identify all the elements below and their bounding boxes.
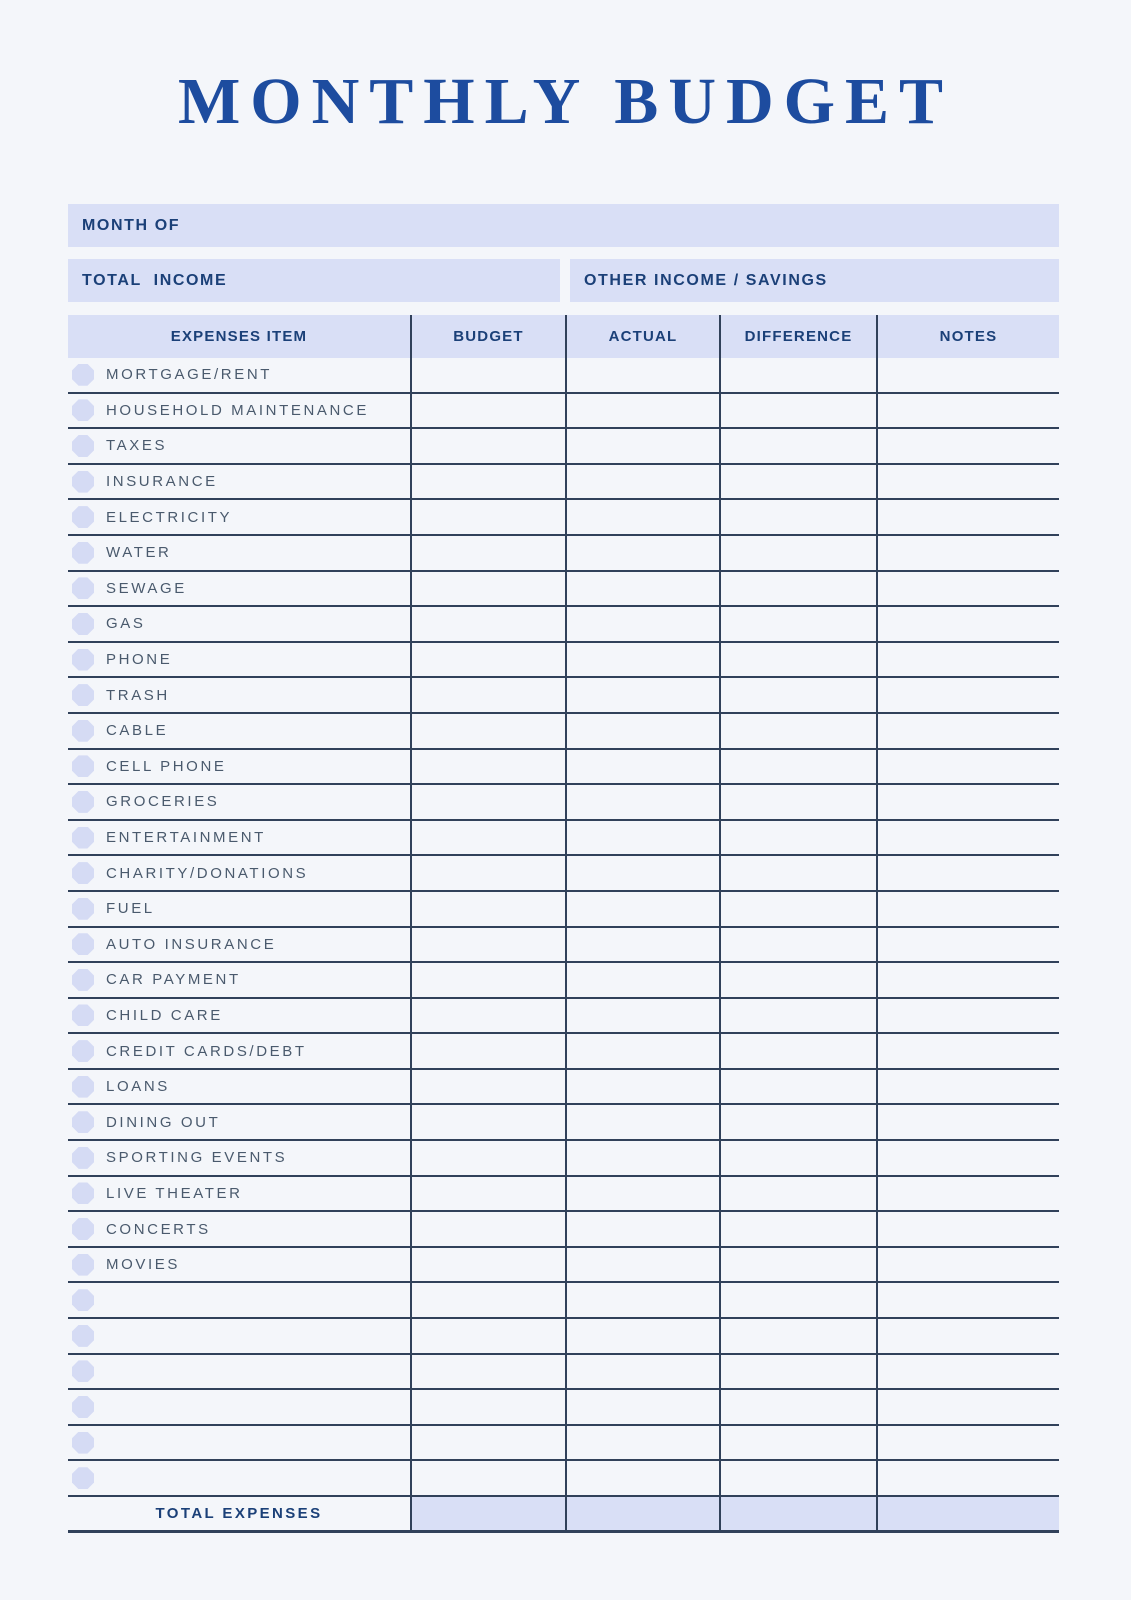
actual-cell[interactable] [565, 750, 719, 784]
expense-row [68, 821, 1059, 857]
bullet-icon [72, 862, 94, 884]
page-title: MONTHLY BUDGET [177, 65, 954, 138]
notes-cell[interactable] [876, 999, 1059, 1033]
notes-cell[interactable] [876, 714, 1059, 748]
expense-item-label: WATER [106, 544, 172, 562]
budget-cell[interactable] [410, 536, 565, 570]
difference-cell[interactable] [719, 500, 876, 534]
expense-item-label: MORTGAGE/RENT [106, 366, 273, 384]
expense-item-label: ENTERTAINMENT [106, 829, 266, 847]
bullet-icon [72, 1289, 94, 1311]
bullet-icon [72, 1432, 94, 1454]
expense-item-cell [68, 714, 410, 748]
expense-row [68, 1177, 1059, 1213]
expense-row [68, 394, 1059, 430]
actual-cell[interactable] [565, 536, 719, 570]
bullet-icon [72, 435, 94, 457]
notes-cell[interactable] [876, 500, 1059, 534]
bullet-icon [72, 577, 94, 599]
actual-cell[interactable] [565, 963, 719, 997]
expense-item-cell [68, 536, 410, 570]
difference-cell[interactable] [719, 1283, 876, 1317]
month-of-field[interactable] [68, 204, 1059, 247]
expense-item-cell [68, 750, 410, 784]
expense-row [68, 928, 1059, 964]
budget-cell[interactable] [410, 394, 565, 428]
expense-item-label: SPORTING EVENTS [106, 1149, 288, 1167]
notes-cell[interactable] [876, 1426, 1059, 1460]
expense-item-cell [68, 1355, 410, 1389]
expense-row [68, 714, 1059, 750]
budget-cell[interactable] [410, 928, 565, 962]
expense-item-cell [68, 1177, 410, 1211]
budget-cell[interactable] [410, 1034, 565, 1068]
bullet-icon [72, 1467, 94, 1489]
difference-cell[interactable] [719, 892, 876, 926]
month-of-label: MONTH OF [82, 216, 181, 234]
bullet-icon [72, 1325, 94, 1347]
expense-item-cell [68, 785, 410, 819]
expense-item-label: CREDIT CARDS/DEBT [106, 1042, 307, 1060]
bullet-icon [72, 720, 94, 742]
total-budget-cell[interactable] [410, 1497, 565, 1530]
bullet-icon [72, 399, 94, 421]
actual-cell[interactable] [565, 785, 719, 819]
bullet-icon [72, 755, 94, 777]
difference-cell[interactable] [719, 678, 876, 712]
difference-cell[interactable] [719, 1177, 876, 1211]
bullet-icon [72, 684, 94, 706]
bullet-icon [72, 649, 94, 671]
total-notes-cell[interactable] [876, 1497, 1059, 1530]
bullet-icon [72, 933, 94, 955]
empty-expense-row [68, 1319, 1059, 1355]
difference-cell[interactable] [719, 1319, 876, 1353]
budget-cell[interactable] [410, 643, 565, 677]
actual-cell[interactable] [565, 465, 719, 499]
budget-cell[interactable] [410, 892, 565, 926]
expense-row [68, 465, 1059, 501]
expense-item-cell [68, 394, 410, 428]
actual-cell[interactable] [565, 429, 719, 463]
expense-row [68, 856, 1059, 892]
difference-cell[interactable] [719, 465, 876, 499]
expense-row [68, 572, 1059, 608]
actual-cell[interactable] [565, 1461, 719, 1495]
actual-cell[interactable] [565, 394, 719, 428]
budget-cell[interactable] [410, 714, 565, 748]
expense-row [68, 1034, 1059, 1070]
actual-cell[interactable] [565, 821, 719, 855]
difference-cell[interactable] [719, 358, 876, 392]
expense-item-cell [68, 1070, 410, 1104]
bullet-icon [72, 1182, 94, 1204]
header-expenses-item: EXPENSES ITEM [170, 328, 308, 345]
budget-cell[interactable] [410, 856, 565, 890]
difference-cell[interactable] [719, 750, 876, 784]
budget-cell[interactable] [410, 1426, 565, 1460]
budget-cell[interactable] [410, 1283, 565, 1317]
bullet-icon [72, 1218, 94, 1240]
actual-cell[interactable] [565, 1248, 719, 1282]
expense-item-label: LOANS [106, 1078, 170, 1096]
difference-cell[interactable] [719, 928, 876, 962]
expense-row [68, 999, 1059, 1035]
bullet-icon [72, 506, 94, 528]
budget-cell[interactable] [410, 358, 565, 392]
difference-cell[interactable] [719, 1355, 876, 1389]
notes-cell[interactable] [876, 394, 1059, 428]
expense-row [68, 1248, 1059, 1284]
expense-item-label: TAXES [106, 437, 168, 455]
budget-cell[interactable] [410, 572, 565, 606]
bullet-icon [72, 1040, 94, 1062]
expense-item-label: TRASH [106, 686, 170, 704]
expense-item-label: ELECTRICITY [106, 508, 233, 526]
expense-row [68, 429, 1059, 465]
difference-cell[interactable] [719, 785, 876, 819]
actual-cell[interactable] [565, 1283, 719, 1317]
notes-cell[interactable] [876, 1319, 1059, 1353]
bullet-icon [72, 364, 94, 386]
budget-cell[interactable] [410, 785, 565, 819]
empty-expense-row [68, 1355, 1059, 1391]
budget-cell[interactable] [410, 1319, 565, 1353]
expense-item-cell [68, 643, 410, 677]
actual-cell[interactable] [565, 892, 719, 926]
budget-cell[interactable] [410, 465, 565, 499]
actual-cell[interactable] [565, 500, 719, 534]
bullet-icon [72, 827, 94, 849]
bullet-icon [72, 1111, 94, 1133]
difference-cell[interactable] [719, 1461, 876, 1495]
empty-expense-row [68, 1461, 1059, 1497]
notes-cell[interactable] [876, 1283, 1059, 1317]
expense-item-cell [68, 1141, 410, 1175]
difference-cell[interactable] [719, 1212, 876, 1246]
budget-cell[interactable] [410, 429, 565, 463]
notes-cell[interactable] [876, 928, 1059, 962]
table-header-row [68, 315, 1059, 358]
expense-item-label: CHARITY/DONATIONS [106, 864, 309, 882]
notes-cell[interactable] [876, 1070, 1059, 1104]
budget-cell[interactable] [410, 999, 565, 1033]
notes-cell[interactable] [876, 465, 1059, 499]
total-expenses-label: TOTAL EXPENSES [155, 1505, 323, 1522]
actual-cell[interactable] [565, 714, 719, 748]
difference-cell[interactable] [719, 1390, 876, 1424]
budget-cell[interactable] [410, 821, 565, 855]
actual-cell[interactable] [565, 678, 719, 712]
total-actual-cell[interactable] [565, 1497, 719, 1530]
total-difference-cell[interactable] [719, 1497, 876, 1530]
notes-cell[interactable] [876, 1390, 1059, 1424]
expense-row [68, 500, 1059, 536]
difference-cell[interactable] [719, 999, 876, 1033]
header-difference: DIFFERENCE [719, 315, 876, 358]
notes-cell[interactable] [876, 1105, 1059, 1139]
budget-cell[interactable] [410, 1355, 565, 1389]
difference-cell[interactable] [719, 1248, 876, 1282]
other-income-savings-label: OTHER INCOME / SAVINGS [584, 271, 828, 289]
difference-cell[interactable] [719, 607, 876, 641]
actual-cell[interactable] [565, 1426, 719, 1460]
notes-cell[interactable] [876, 1141, 1059, 1175]
expense-item-cell [68, 1212, 410, 1246]
total-expenses-row [68, 1497, 1059, 1533]
notes-cell[interactable] [876, 1212, 1059, 1246]
budget-cell[interactable] [410, 1390, 565, 1424]
expense-item-cell [68, 928, 410, 962]
expense-item-label: HOUSEHOLD MAINTENANCE [106, 401, 369, 419]
expense-item-cell [68, 1034, 410, 1068]
notes-cell[interactable] [876, 536, 1059, 570]
other-income-savings-field[interactable] [570, 259, 1059, 302]
header-notes: NOTES [876, 315, 1059, 358]
actual-cell[interactable] [565, 1070, 719, 1104]
actual-cell[interactable] [565, 1355, 719, 1389]
difference-cell[interactable] [719, 1034, 876, 1068]
expense-item-label: SEWAGE [106, 579, 187, 597]
notes-cell[interactable] [876, 750, 1059, 784]
budget-cell[interactable] [410, 678, 565, 712]
expense-row [68, 1070, 1059, 1106]
difference-cell[interactable] [719, 1070, 876, 1104]
total-income-field[interactable] [68, 259, 560, 302]
actual-cell[interactable] [565, 856, 719, 890]
expense-item-cell [68, 465, 410, 499]
notes-cell[interactable] [876, 358, 1059, 392]
expense-row [68, 1212, 1059, 1248]
actual-cell[interactable] [565, 643, 719, 677]
bullet-icon [72, 1254, 94, 1276]
actual-cell[interactable] [565, 1390, 719, 1424]
expense-item-label: LIVE THEATER [106, 1184, 243, 1202]
empty-expense-row [68, 1390, 1059, 1426]
empty-expense-row [68, 1426, 1059, 1462]
expense-item-cell [68, 892, 410, 926]
bullet-icon [72, 791, 94, 813]
expense-row [68, 963, 1059, 999]
expense-item-cell [68, 1426, 410, 1460]
expense-item-label: CAR PAYMENT [106, 971, 241, 989]
budget-cell[interactable] [410, 1177, 565, 1211]
expense-item-label: PHONE [106, 651, 173, 669]
budget-cell[interactable] [410, 607, 565, 641]
expense-item-cell [68, 1390, 410, 1424]
actual-cell[interactable] [565, 572, 719, 606]
expense-item-cell [68, 1105, 410, 1139]
expense-item-label: FUEL [106, 900, 155, 918]
expense-item-cell [68, 500, 410, 534]
budget-cell[interactable] [410, 1212, 565, 1246]
notes-cell[interactable] [876, 1355, 1059, 1389]
bullet-icon [72, 969, 94, 991]
expense-item-label: GAS [106, 615, 146, 633]
budget-cell[interactable] [410, 750, 565, 784]
expense-item-cell [68, 963, 410, 997]
expense-item-cell [68, 1461, 410, 1495]
expense-row [68, 750, 1059, 786]
budget-cell[interactable] [410, 1070, 565, 1104]
bullet-icon [72, 1147, 94, 1169]
bullet-icon [72, 1360, 94, 1382]
expense-item-label: AUTO INSURANCE [106, 935, 277, 953]
expense-item-cell [68, 358, 410, 392]
actual-cell[interactable] [565, 1319, 719, 1353]
actual-cell[interactable] [565, 1034, 719, 1068]
header-budget: BUDGET [410, 315, 565, 358]
difference-cell[interactable] [719, 536, 876, 570]
expense-row [68, 1105, 1059, 1141]
difference-cell[interactable] [719, 714, 876, 748]
actual-cell[interactable] [565, 1141, 719, 1175]
budget-cell[interactable] [410, 500, 565, 534]
notes-cell[interactable] [876, 607, 1059, 641]
expense-item-cell [68, 1248, 410, 1282]
expense-item-cell [68, 1319, 410, 1353]
header-actual: ACTUAL [565, 315, 719, 358]
budget-cell[interactable] [410, 963, 565, 997]
expense-item-cell [68, 1283, 410, 1317]
expense-row [68, 892, 1059, 928]
notes-cell[interactable] [876, 572, 1059, 606]
notes-cell[interactable] [876, 429, 1059, 463]
difference-cell[interactable] [719, 963, 876, 997]
actual-cell[interactable] [565, 1105, 719, 1139]
notes-cell[interactable] [876, 1461, 1059, 1495]
notes-cell[interactable] [876, 1177, 1059, 1211]
expense-item-cell [68, 678, 410, 712]
notes-cell[interactable] [876, 1034, 1059, 1068]
difference-cell[interactable] [719, 394, 876, 428]
expense-item-label: CHILD CARE [106, 1006, 223, 1024]
actual-cell[interactable] [565, 999, 719, 1033]
bullet-icon [72, 542, 94, 564]
expense-row [68, 643, 1059, 679]
budget-cell[interactable] [410, 1461, 565, 1495]
actual-cell[interactable] [565, 358, 719, 392]
bullet-icon [72, 898, 94, 920]
bullet-icon [72, 1076, 94, 1098]
expense-item-cell [68, 999, 410, 1033]
expense-item-label: GROCERIES [106, 793, 220, 811]
expense-item-label: MOVIES [106, 1256, 180, 1274]
expense-item-cell [68, 572, 410, 606]
expense-item-label: CELL PHONE [106, 757, 227, 775]
difference-cell[interactable] [719, 821, 876, 855]
total-income-label: TOTAL INCOME [82, 271, 228, 289]
notes-cell[interactable] [876, 643, 1059, 677]
notes-cell[interactable] [876, 1248, 1059, 1282]
expense-row [68, 607, 1059, 643]
empty-expense-row [68, 1283, 1059, 1319]
budget-cell[interactable] [410, 1248, 565, 1282]
difference-cell[interactable] [719, 856, 876, 890]
difference-cell[interactable] [719, 643, 876, 677]
actual-cell[interactable] [565, 928, 719, 962]
actual-cell[interactable] [565, 1177, 719, 1211]
notes-cell[interactable] [876, 963, 1059, 997]
notes-cell[interactable] [876, 856, 1059, 890]
total-expenses-label-cell [68, 1497, 410, 1530]
expense-row [68, 785, 1059, 821]
expense-item-cell [68, 821, 410, 855]
bullet-icon [72, 613, 94, 635]
actual-cell[interactable] [565, 607, 719, 641]
bullet-icon [72, 1396, 94, 1418]
expense-row [68, 536, 1059, 572]
expense-item-cell [68, 429, 410, 463]
notes-cell[interactable] [876, 785, 1059, 819]
notes-cell[interactable] [876, 821, 1059, 855]
difference-cell[interactable] [719, 1141, 876, 1175]
expense-item-cell [68, 856, 410, 890]
expense-row [68, 1141, 1059, 1177]
expense-item-cell [68, 607, 410, 641]
difference-cell[interactable] [719, 429, 876, 463]
expense-row [68, 678, 1059, 714]
table-body [68, 358, 1059, 1497]
expenses-table [68, 315, 1059, 1533]
expense-item-label: CONCERTS [106, 1220, 211, 1238]
difference-cell[interactable] [719, 1105, 876, 1139]
difference-cell[interactable] [719, 572, 876, 606]
notes-cell[interactable] [876, 678, 1059, 712]
actual-cell[interactable] [565, 1212, 719, 1246]
bullet-icon [72, 1004, 94, 1026]
notes-cell[interactable] [876, 892, 1059, 926]
budget-cell[interactable] [410, 1105, 565, 1139]
expense-item-label: DINING OUT [106, 1113, 221, 1131]
bullet-icon [72, 471, 94, 493]
difference-cell[interactable] [719, 1426, 876, 1460]
budget-cell[interactable] [410, 1141, 565, 1175]
expense-item-label: CABLE [106, 722, 169, 740]
expense-row [68, 358, 1059, 394]
expense-item-label: INSURANCE [106, 473, 218, 491]
